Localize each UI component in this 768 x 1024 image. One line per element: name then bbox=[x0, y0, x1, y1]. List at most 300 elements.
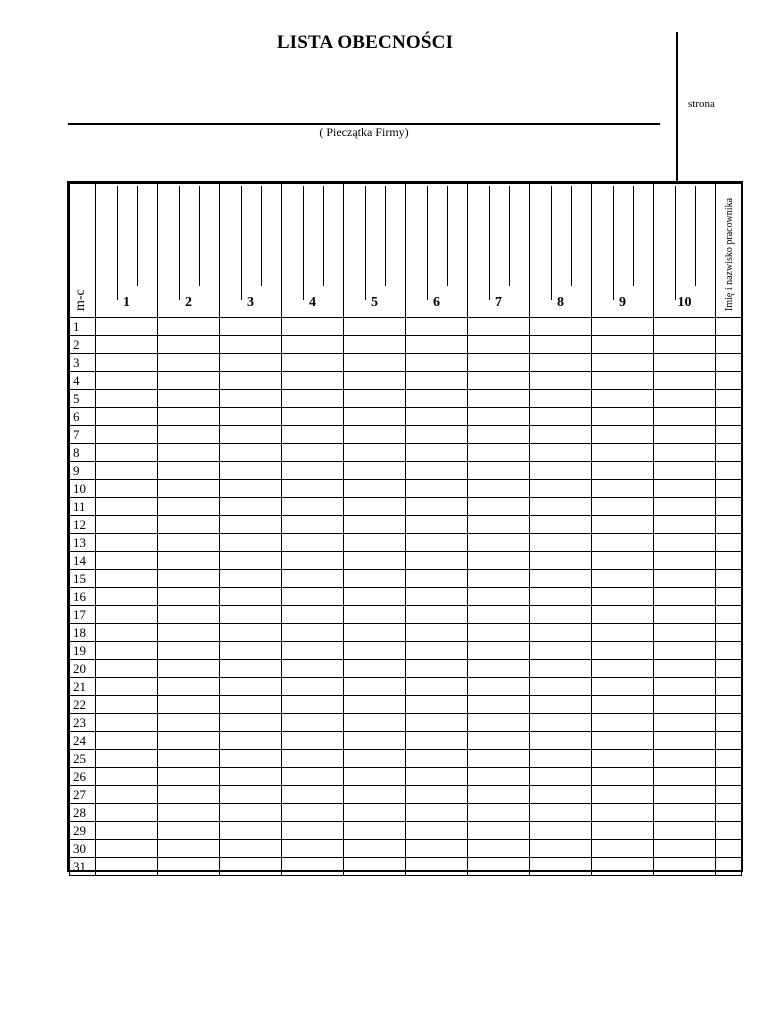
attendance-cell[interactable] bbox=[530, 372, 592, 390]
attendance-cell[interactable] bbox=[344, 768, 406, 786]
attendance-cell[interactable] bbox=[406, 732, 468, 750]
attendance-cell[interactable] bbox=[530, 336, 592, 354]
attendance-cell[interactable] bbox=[468, 624, 530, 642]
attendance-cell[interactable] bbox=[158, 516, 220, 534]
attendance-cell[interactable] bbox=[530, 768, 592, 786]
attendance-cell[interactable] bbox=[592, 534, 654, 552]
attendance-cell[interactable] bbox=[592, 696, 654, 714]
attendance-cell[interactable] bbox=[96, 444, 158, 462]
attendance-cell[interactable] bbox=[654, 822, 716, 840]
attendance-cell[interactable] bbox=[282, 408, 344, 426]
attendance-cell[interactable] bbox=[344, 642, 406, 660]
attendance-cell[interactable] bbox=[220, 354, 282, 372]
attendance-cell[interactable] bbox=[654, 498, 716, 516]
attendance-cell[interactable] bbox=[96, 354, 158, 372]
employee-name-cell[interactable] bbox=[716, 552, 742, 570]
attendance-cell[interactable] bbox=[654, 624, 716, 642]
attendance-cell[interactable] bbox=[158, 570, 220, 588]
attendance-cell[interactable] bbox=[220, 858, 282, 876]
attendance-cell[interactable] bbox=[468, 480, 530, 498]
attendance-cell[interactable] bbox=[654, 732, 716, 750]
attendance-cell[interactable] bbox=[282, 498, 344, 516]
attendance-cell[interactable] bbox=[220, 444, 282, 462]
attendance-cell[interactable] bbox=[282, 516, 344, 534]
attendance-cell[interactable] bbox=[344, 660, 406, 678]
attendance-cell[interactable] bbox=[282, 732, 344, 750]
attendance-cell[interactable] bbox=[344, 696, 406, 714]
attendance-cell[interactable] bbox=[468, 732, 530, 750]
attendance-cell[interactable] bbox=[406, 462, 468, 480]
employee-name-cell[interactable] bbox=[716, 408, 742, 426]
attendance-cell[interactable] bbox=[282, 606, 344, 624]
attendance-cell[interactable] bbox=[158, 786, 220, 804]
attendance-cell[interactable] bbox=[158, 354, 220, 372]
attendance-cell[interactable] bbox=[654, 840, 716, 858]
attendance-cell[interactable] bbox=[220, 588, 282, 606]
attendance-cell[interactable] bbox=[96, 336, 158, 354]
attendance-cell[interactable] bbox=[654, 606, 716, 624]
attendance-cell[interactable] bbox=[530, 822, 592, 840]
attendance-cell[interactable] bbox=[282, 426, 344, 444]
attendance-cell[interactable] bbox=[282, 570, 344, 588]
attendance-cell[interactable] bbox=[406, 822, 468, 840]
attendance-cell[interactable] bbox=[158, 660, 220, 678]
attendance-cell[interactable] bbox=[220, 750, 282, 768]
attendance-cell[interactable] bbox=[158, 552, 220, 570]
employee-name-cell[interactable] bbox=[716, 570, 742, 588]
attendance-cell[interactable] bbox=[592, 714, 654, 732]
attendance-cell[interactable] bbox=[220, 822, 282, 840]
attendance-cell[interactable] bbox=[530, 534, 592, 552]
attendance-cell[interactable] bbox=[220, 714, 282, 732]
attendance-cell[interactable] bbox=[406, 750, 468, 768]
attendance-cell[interactable] bbox=[282, 714, 344, 732]
employee-name-cell[interactable] bbox=[716, 534, 742, 552]
attendance-cell[interactable] bbox=[220, 732, 282, 750]
employee-name-cell[interactable] bbox=[716, 444, 742, 462]
attendance-cell[interactable] bbox=[282, 588, 344, 606]
employee-name-cell[interactable] bbox=[716, 516, 742, 534]
attendance-cell[interactable] bbox=[468, 678, 530, 696]
attendance-cell[interactable] bbox=[96, 606, 158, 624]
attendance-cell[interactable] bbox=[282, 480, 344, 498]
attendance-cell[interactable] bbox=[96, 858, 158, 876]
attendance-cell[interactable] bbox=[344, 624, 406, 642]
employee-name-cell[interactable] bbox=[716, 822, 742, 840]
attendance-cell[interactable] bbox=[220, 498, 282, 516]
attendance-cell[interactable] bbox=[220, 426, 282, 444]
attendance-cell[interactable] bbox=[282, 642, 344, 660]
attendance-cell[interactable] bbox=[592, 858, 654, 876]
attendance-cell[interactable] bbox=[530, 588, 592, 606]
attendance-cell[interactable] bbox=[654, 696, 716, 714]
attendance-cell[interactable] bbox=[406, 696, 468, 714]
attendance-cell[interactable] bbox=[530, 480, 592, 498]
attendance-cell[interactable] bbox=[344, 444, 406, 462]
attendance-cell[interactable] bbox=[158, 768, 220, 786]
attendance-cell[interactable] bbox=[654, 462, 716, 480]
attendance-cell[interactable] bbox=[344, 786, 406, 804]
attendance-cell[interactable] bbox=[220, 318, 282, 336]
attendance-cell[interactable] bbox=[468, 714, 530, 732]
employee-name-cell[interactable] bbox=[716, 588, 742, 606]
attendance-cell[interactable] bbox=[220, 804, 282, 822]
attendance-cell[interactable] bbox=[344, 678, 406, 696]
attendance-cell[interactable] bbox=[654, 858, 716, 876]
attendance-cell[interactable] bbox=[530, 354, 592, 372]
attendance-cell[interactable] bbox=[96, 696, 158, 714]
attendance-cell[interactable] bbox=[530, 786, 592, 804]
attendance-cell[interactable] bbox=[592, 786, 654, 804]
employee-name-cell[interactable] bbox=[716, 768, 742, 786]
attendance-cell[interactable] bbox=[592, 570, 654, 588]
attendance-cell[interactable] bbox=[654, 750, 716, 768]
attendance-cell[interactable] bbox=[344, 516, 406, 534]
attendance-cell[interactable] bbox=[468, 660, 530, 678]
attendance-cell[interactable] bbox=[406, 840, 468, 858]
attendance-cell[interactable] bbox=[344, 498, 406, 516]
attendance-cell[interactable] bbox=[406, 642, 468, 660]
attendance-cell[interactable] bbox=[282, 534, 344, 552]
attendance-cell[interactable] bbox=[96, 534, 158, 552]
attendance-cell[interactable] bbox=[468, 606, 530, 624]
attendance-cell[interactable] bbox=[654, 804, 716, 822]
attendance-cell[interactable] bbox=[344, 372, 406, 390]
employee-name-cell[interactable] bbox=[716, 786, 742, 804]
attendance-cell[interactable] bbox=[158, 390, 220, 408]
attendance-cell[interactable] bbox=[158, 840, 220, 858]
attendance-cell[interactable] bbox=[96, 462, 158, 480]
attendance-cell[interactable] bbox=[344, 480, 406, 498]
attendance-cell[interactable] bbox=[406, 804, 468, 822]
attendance-cell[interactable] bbox=[344, 408, 406, 426]
attendance-cell[interactable] bbox=[654, 372, 716, 390]
attendance-cell[interactable] bbox=[530, 660, 592, 678]
attendance-cell[interactable] bbox=[468, 498, 530, 516]
attendance-cell[interactable] bbox=[468, 822, 530, 840]
attendance-cell[interactable] bbox=[530, 624, 592, 642]
attendance-cell[interactable] bbox=[344, 318, 406, 336]
attendance-cell[interactable] bbox=[96, 732, 158, 750]
employee-name-cell[interactable] bbox=[716, 660, 742, 678]
attendance-cell[interactable] bbox=[592, 516, 654, 534]
attendance-cell[interactable] bbox=[406, 714, 468, 732]
attendance-cell[interactable] bbox=[344, 570, 406, 588]
attendance-cell[interactable] bbox=[654, 588, 716, 606]
attendance-cell[interactable] bbox=[282, 804, 344, 822]
attendance-cell[interactable] bbox=[158, 534, 220, 552]
attendance-cell[interactable] bbox=[158, 822, 220, 840]
attendance-cell[interactable] bbox=[96, 624, 158, 642]
attendance-cell[interactable] bbox=[468, 354, 530, 372]
attendance-cell[interactable] bbox=[96, 822, 158, 840]
employee-name-cell[interactable] bbox=[716, 714, 742, 732]
employee-name-cell[interactable] bbox=[716, 732, 742, 750]
attendance-cell[interactable] bbox=[468, 804, 530, 822]
attendance-cell[interactable] bbox=[96, 552, 158, 570]
attendance-cell[interactable] bbox=[220, 552, 282, 570]
attendance-cell[interactable] bbox=[344, 462, 406, 480]
attendance-cell[interactable] bbox=[96, 498, 158, 516]
attendance-cell[interactable] bbox=[220, 372, 282, 390]
attendance-cell[interactable] bbox=[220, 678, 282, 696]
attendance-cell[interactable] bbox=[468, 444, 530, 462]
employee-name-cell[interactable] bbox=[716, 372, 742, 390]
employee-name-cell[interactable] bbox=[716, 858, 742, 876]
employee-name-cell[interactable] bbox=[716, 318, 742, 336]
attendance-cell[interactable] bbox=[654, 714, 716, 732]
attendance-cell[interactable] bbox=[530, 408, 592, 426]
attendance-cell[interactable] bbox=[158, 678, 220, 696]
attendance-cell[interactable] bbox=[592, 336, 654, 354]
attendance-cell[interactable] bbox=[468, 336, 530, 354]
attendance-cell[interactable] bbox=[406, 336, 468, 354]
attendance-cell[interactable] bbox=[158, 498, 220, 516]
employee-name-cell[interactable] bbox=[716, 804, 742, 822]
attendance-cell[interactable] bbox=[592, 678, 654, 696]
attendance-cell[interactable] bbox=[158, 714, 220, 732]
attendance-cell[interactable] bbox=[592, 390, 654, 408]
attendance-cell[interactable] bbox=[220, 696, 282, 714]
attendance-cell[interactable] bbox=[592, 462, 654, 480]
attendance-cell[interactable] bbox=[344, 750, 406, 768]
attendance-cell[interactable] bbox=[468, 840, 530, 858]
employee-name-cell[interactable] bbox=[716, 624, 742, 642]
employee-name-cell[interactable] bbox=[716, 840, 742, 858]
attendance-cell[interactable] bbox=[344, 822, 406, 840]
attendance-cell[interactable] bbox=[654, 408, 716, 426]
attendance-cell[interactable] bbox=[344, 732, 406, 750]
attendance-cell[interactable] bbox=[406, 408, 468, 426]
attendance-cell[interactable] bbox=[96, 570, 158, 588]
employee-name-cell[interactable] bbox=[716, 642, 742, 660]
attendance-cell[interactable] bbox=[220, 570, 282, 588]
attendance-cell[interactable] bbox=[220, 390, 282, 408]
attendance-cell[interactable] bbox=[530, 750, 592, 768]
attendance-cell[interactable] bbox=[406, 444, 468, 462]
attendance-cell[interactable] bbox=[282, 768, 344, 786]
attendance-cell[interactable] bbox=[406, 534, 468, 552]
employee-name-cell[interactable] bbox=[716, 390, 742, 408]
attendance-cell[interactable] bbox=[468, 768, 530, 786]
attendance-cell[interactable] bbox=[592, 750, 654, 768]
attendance-cell[interactable] bbox=[158, 750, 220, 768]
attendance-cell[interactable] bbox=[158, 624, 220, 642]
attendance-cell[interactable] bbox=[406, 786, 468, 804]
attendance-cell[interactable] bbox=[468, 462, 530, 480]
attendance-cell[interactable] bbox=[530, 462, 592, 480]
attendance-cell[interactable] bbox=[96, 372, 158, 390]
attendance-cell[interactable] bbox=[530, 444, 592, 462]
attendance-cell[interactable] bbox=[158, 408, 220, 426]
attendance-cell[interactable] bbox=[592, 498, 654, 516]
attendance-cell[interactable] bbox=[468, 408, 530, 426]
attendance-cell[interactable] bbox=[468, 786, 530, 804]
attendance-cell[interactable] bbox=[406, 480, 468, 498]
attendance-cell[interactable] bbox=[96, 768, 158, 786]
attendance-cell[interactable] bbox=[220, 642, 282, 660]
attendance-cell[interactable] bbox=[282, 822, 344, 840]
attendance-cell[interactable] bbox=[406, 678, 468, 696]
attendance-cell[interactable] bbox=[406, 624, 468, 642]
attendance-cell[interactable] bbox=[468, 552, 530, 570]
attendance-cell[interactable] bbox=[406, 426, 468, 444]
attendance-cell[interactable] bbox=[282, 336, 344, 354]
attendance-cell[interactable] bbox=[530, 516, 592, 534]
attendance-cell[interactable] bbox=[654, 354, 716, 372]
attendance-cell[interactable] bbox=[220, 660, 282, 678]
attendance-cell[interactable] bbox=[468, 642, 530, 660]
attendance-cell[interactable] bbox=[282, 318, 344, 336]
attendance-cell[interactable] bbox=[654, 336, 716, 354]
attendance-cell[interactable] bbox=[530, 498, 592, 516]
attendance-cell[interactable] bbox=[96, 408, 158, 426]
attendance-cell[interactable] bbox=[158, 732, 220, 750]
attendance-cell[interactable] bbox=[96, 588, 158, 606]
employee-name-cell[interactable] bbox=[716, 480, 742, 498]
employee-name-cell[interactable] bbox=[716, 336, 742, 354]
attendance-cell[interactable] bbox=[406, 858, 468, 876]
attendance-cell[interactable] bbox=[344, 588, 406, 606]
attendance-cell[interactable] bbox=[530, 804, 592, 822]
attendance-cell[interactable] bbox=[406, 354, 468, 372]
attendance-cell[interactable] bbox=[654, 786, 716, 804]
attendance-cell[interactable] bbox=[468, 516, 530, 534]
attendance-cell[interactable] bbox=[654, 552, 716, 570]
attendance-cell[interactable] bbox=[592, 660, 654, 678]
attendance-cell[interactable] bbox=[530, 714, 592, 732]
attendance-cell[interactable] bbox=[592, 624, 654, 642]
attendance-cell[interactable] bbox=[654, 570, 716, 588]
attendance-cell[interactable] bbox=[592, 768, 654, 786]
attendance-cell[interactable] bbox=[530, 426, 592, 444]
attendance-cell[interactable] bbox=[344, 426, 406, 444]
attendance-cell[interactable] bbox=[344, 336, 406, 354]
attendance-cell[interactable] bbox=[220, 840, 282, 858]
attendance-cell[interactable] bbox=[96, 318, 158, 336]
attendance-cell[interactable] bbox=[468, 588, 530, 606]
attendance-cell[interactable] bbox=[406, 552, 468, 570]
attendance-cell[interactable] bbox=[158, 606, 220, 624]
employee-name-cell[interactable] bbox=[716, 696, 742, 714]
attendance-cell[interactable] bbox=[158, 336, 220, 354]
attendance-cell[interactable] bbox=[344, 552, 406, 570]
attendance-cell[interactable] bbox=[220, 534, 282, 552]
attendance-cell[interactable] bbox=[220, 516, 282, 534]
attendance-cell[interactable] bbox=[96, 480, 158, 498]
attendance-cell[interactable] bbox=[158, 318, 220, 336]
attendance-cell[interactable] bbox=[592, 552, 654, 570]
attendance-cell[interactable] bbox=[96, 642, 158, 660]
attendance-cell[interactable] bbox=[282, 390, 344, 408]
attendance-cell[interactable] bbox=[592, 408, 654, 426]
attendance-cell[interactable] bbox=[654, 318, 716, 336]
attendance-cell[interactable] bbox=[96, 678, 158, 696]
attendance-cell[interactable] bbox=[406, 516, 468, 534]
attendance-cell[interactable] bbox=[530, 606, 592, 624]
attendance-cell[interactable] bbox=[158, 426, 220, 444]
attendance-cell[interactable] bbox=[530, 858, 592, 876]
attendance-cell[interactable] bbox=[654, 426, 716, 444]
attendance-cell[interactable] bbox=[530, 840, 592, 858]
attendance-cell[interactable] bbox=[530, 390, 592, 408]
attendance-cell[interactable] bbox=[220, 606, 282, 624]
attendance-cell[interactable] bbox=[220, 480, 282, 498]
attendance-cell[interactable] bbox=[530, 678, 592, 696]
attendance-cell[interactable] bbox=[468, 858, 530, 876]
attendance-cell[interactable] bbox=[654, 444, 716, 462]
attendance-cell[interactable] bbox=[592, 588, 654, 606]
attendance-cell[interactable] bbox=[96, 804, 158, 822]
attendance-cell[interactable] bbox=[96, 660, 158, 678]
attendance-cell[interactable] bbox=[654, 768, 716, 786]
attendance-cell[interactable] bbox=[282, 372, 344, 390]
attendance-cell[interactable] bbox=[344, 534, 406, 552]
attendance-cell[interactable] bbox=[530, 696, 592, 714]
attendance-cell[interactable] bbox=[468, 570, 530, 588]
attendance-cell[interactable] bbox=[530, 318, 592, 336]
attendance-cell[interactable] bbox=[468, 390, 530, 408]
attendance-cell[interactable] bbox=[220, 408, 282, 426]
attendance-cell[interactable] bbox=[344, 840, 406, 858]
attendance-cell[interactable] bbox=[468, 534, 530, 552]
attendance-cell[interactable] bbox=[344, 804, 406, 822]
attendance-cell[interactable] bbox=[344, 390, 406, 408]
attendance-cell[interactable] bbox=[468, 696, 530, 714]
attendance-cell[interactable] bbox=[96, 840, 158, 858]
attendance-cell[interactable] bbox=[406, 606, 468, 624]
attendance-cell[interactable] bbox=[406, 390, 468, 408]
attendance-cell[interactable] bbox=[406, 498, 468, 516]
attendance-cell[interactable] bbox=[406, 768, 468, 786]
attendance-cell[interactable] bbox=[344, 606, 406, 624]
attendance-cell[interactable] bbox=[654, 390, 716, 408]
attendance-cell[interactable] bbox=[282, 840, 344, 858]
attendance-cell[interactable] bbox=[654, 642, 716, 660]
attendance-cell[interactable] bbox=[158, 480, 220, 498]
attendance-cell[interactable] bbox=[468, 318, 530, 336]
attendance-cell[interactable] bbox=[654, 480, 716, 498]
attendance-cell[interactable] bbox=[282, 354, 344, 372]
attendance-cell[interactable] bbox=[220, 462, 282, 480]
attendance-cell[interactable] bbox=[158, 462, 220, 480]
attendance-cell[interactable] bbox=[344, 354, 406, 372]
attendance-cell[interactable] bbox=[158, 372, 220, 390]
attendance-cell[interactable] bbox=[592, 642, 654, 660]
attendance-cell[interactable] bbox=[96, 714, 158, 732]
attendance-cell[interactable] bbox=[158, 444, 220, 462]
attendance-cell[interactable] bbox=[96, 750, 158, 768]
employee-name-cell[interactable] bbox=[716, 354, 742, 372]
attendance-cell[interactable] bbox=[158, 804, 220, 822]
attendance-cell[interactable] bbox=[406, 660, 468, 678]
attendance-cell[interactable] bbox=[220, 768, 282, 786]
attendance-cell[interactable] bbox=[592, 804, 654, 822]
attendance-cell[interactable] bbox=[220, 336, 282, 354]
attendance-cell[interactable] bbox=[654, 678, 716, 696]
employee-name-cell[interactable] bbox=[716, 678, 742, 696]
attendance-cell[interactable] bbox=[530, 732, 592, 750]
attendance-cell[interactable] bbox=[592, 606, 654, 624]
attendance-cell[interactable] bbox=[530, 552, 592, 570]
employee-name-cell[interactable] bbox=[716, 462, 742, 480]
attendance-cell[interactable] bbox=[654, 534, 716, 552]
attendance-cell[interactable] bbox=[406, 570, 468, 588]
attendance-cell[interactable] bbox=[282, 552, 344, 570]
attendance-cell[interactable] bbox=[530, 570, 592, 588]
attendance-cell[interactable] bbox=[592, 426, 654, 444]
attendance-cell[interactable] bbox=[592, 840, 654, 858]
